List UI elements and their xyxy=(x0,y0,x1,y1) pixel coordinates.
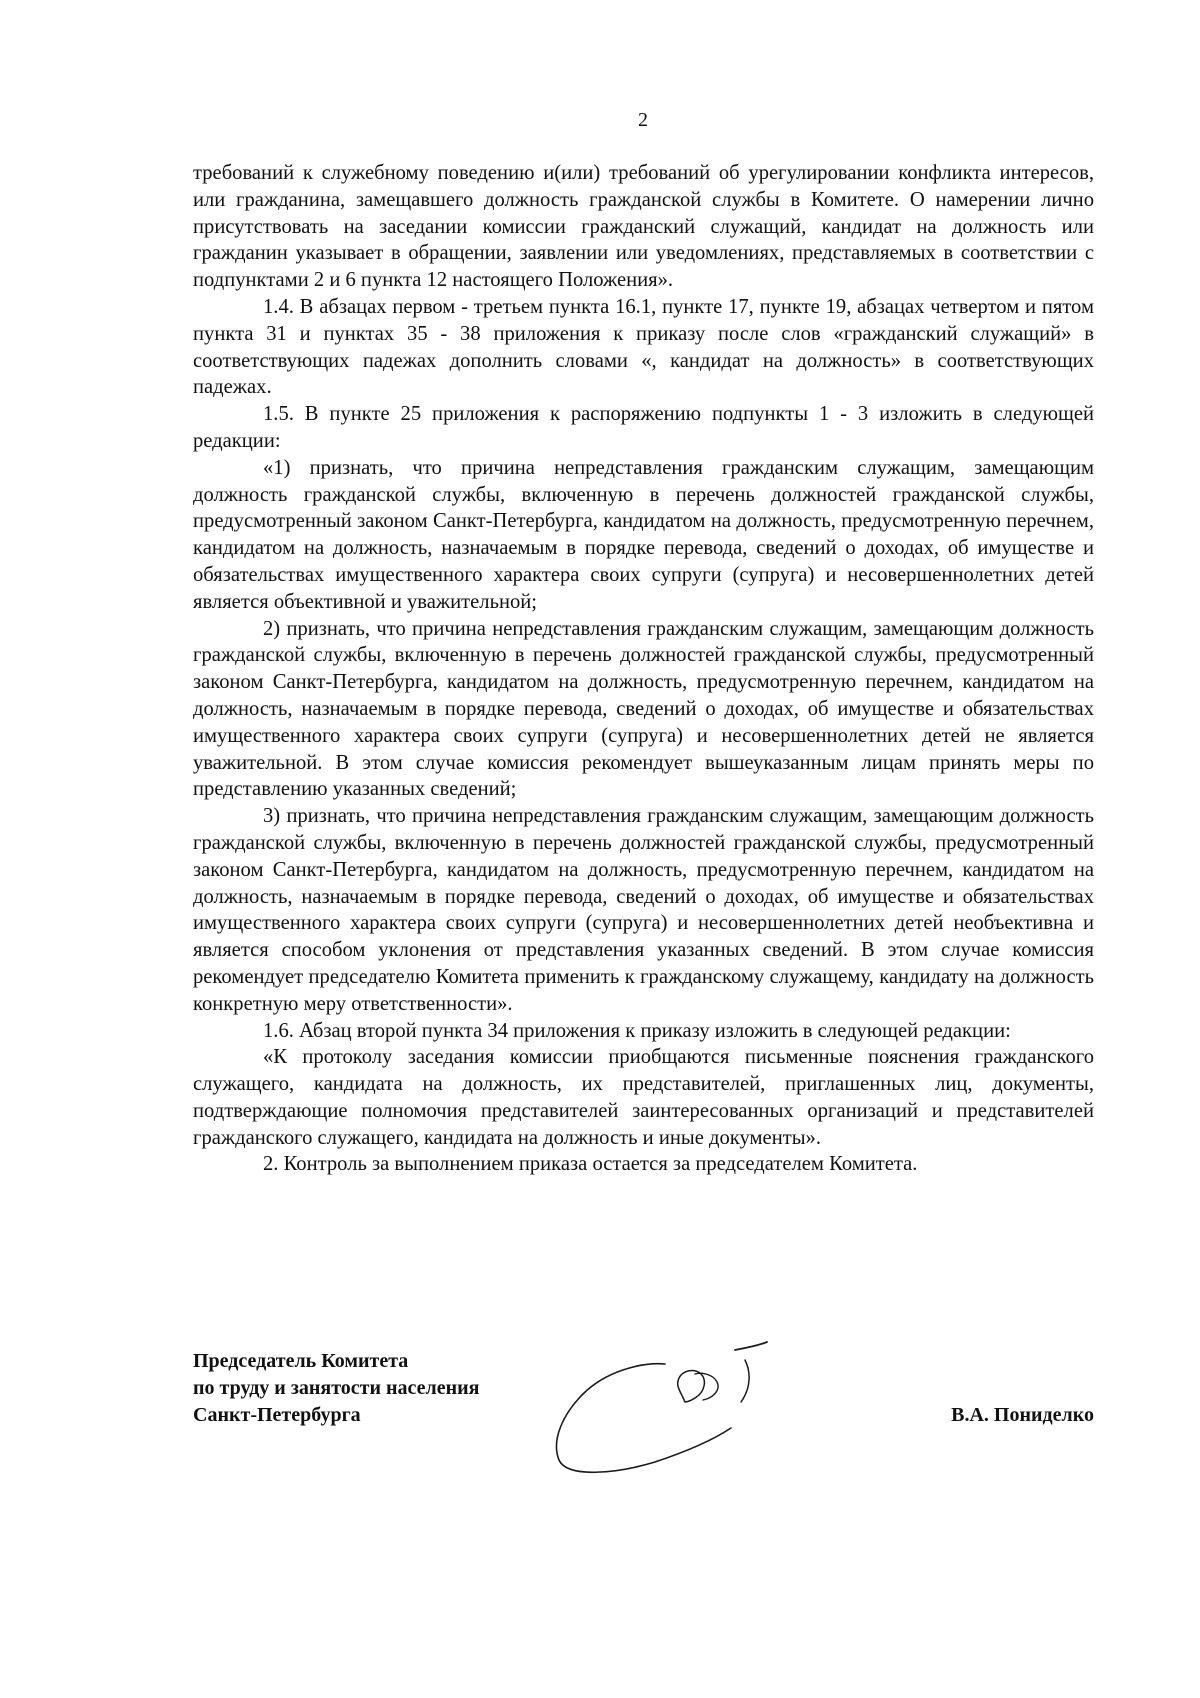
paragraph-1-4: 1.4. В абзацах первом - третьем пункта 16.1, пункте 17, пункте 19, абзацах четвертом и пятом пункта 31 и пунктах 35 - 38 приложения к приказу после слов «гражданский служащий» в соответствующих падежах дополнить словами «, кандидат на должность» в соответствующих падежах. xyxy=(193,295,1094,399)
signatory-name: В.А. Пониделко xyxy=(951,1404,1094,1426)
signatory-position-line: по труду и занятости населения xyxy=(193,1377,480,1399)
handwritten-signature-icon xyxy=(545,1332,775,1482)
paragraph-continuation: требований к служебному поведению и(или) требований об урегулировании конфликта интересов, или гражданина, замещавшего должность гражданской службы в Комитете. О намерении лично присутствовать на заседании комиссии гражданский служащий, кандидат на должность или гражданин указывает в обращении, заявлении или уведомлениях, представляемых в соответствии с подпунктами 2 и 6 пункта 12 настоящего Положения». xyxy=(193,162,1094,292)
paragraph-subpoint-2: 2) признать, что причина непредставления гражданским служащим, замещающим должность гражданской службы, включенную в перечень должностей гражданской службы, предусмотренный законом Санкт-Петербурга, кандидатом на должность, предусмотренную перечнем, кандидатом на должность, назначаемым в порядке перевода, сведений о доходах, об имуществе и обязательствах имущественного характера своих супруги (супруга) и несовершеннолетних детей не является уважительной. В этом случае комиссия рекомендует вышеуказанным лицам принять меры по представлению указанных сведений; xyxy=(193,617,1094,801)
signatory-position-line: Санкт-Петербурга xyxy=(193,1404,361,1426)
paragraph-subpoint-1: «1) признать, что причина непредставления гражданским служащим, замещающим должность гражданской службы, включенную в перечень должностей гражданской службы, предусмотренный законом Санкт-Петербурга, кандидатом на должность, предусмотренную перечнем, кандидатом на должность, назначаемым в порядке перевода, сведений о доходах, об имуществе и обязательствах имущественного характера своих супруги (супруга) и несовершеннолетних детей является объективной и уважительной; xyxy=(193,456,1094,613)
document-body xyxy=(193,160,1094,1178)
signatory-position-line: Председатель Комитета xyxy=(193,1350,409,1372)
paragraph-subpoint-3: 3) признать, что причина непредставления гражданским служащим, замещающим должность гражданской службы, включенную в перечень должностей гражданской службы, предусмотренный законом Санкт-Петербурга, кандидатом на должность, предусмотренную перечнем, кандидатом на должность, назначаемым в порядке перевода, сведений о доходах, об имуществе и обязательствах имущественного характера своих супруги (супруга) и несовершеннолетних детей необъективна и является способом уклонения от представления указанных сведений. В этом случае комиссия рекомендует председателю Комитета применить к гражданскому служащему, кандидату на должность конкретную меру ответственности». xyxy=(193,805,1094,1015)
paragraph-quote-34: «К протоколу заседания комиссии приобщаются письменные пояснения гражданского служащего, кандидата на должность, их представителей, приглашенных лиц, документы, подтверждающие полномочия представителей заинтересованных организаций и представителей гражданского служащего, кандидата на должность и иные документы». xyxy=(193,1046,1094,1149)
paragraph-1-6: 1.6. Абзац второй пункта 34 приложения к приказу изложить в следующей редакции: xyxy=(263,1019,1011,1042)
page-number: 2 xyxy=(638,109,648,131)
paragraph-2: 2. Контроль за выполнением приказа остается за председателем Комитета. xyxy=(263,1153,918,1176)
signatory-position xyxy=(193,1348,479,1429)
signature-block xyxy=(193,1348,1094,1498)
paragraph-1-5: 1.5. В пункте 25 приложения к распоряжению подпункты 1 - 3 изложить в следующей редакции: xyxy=(193,403,1094,452)
